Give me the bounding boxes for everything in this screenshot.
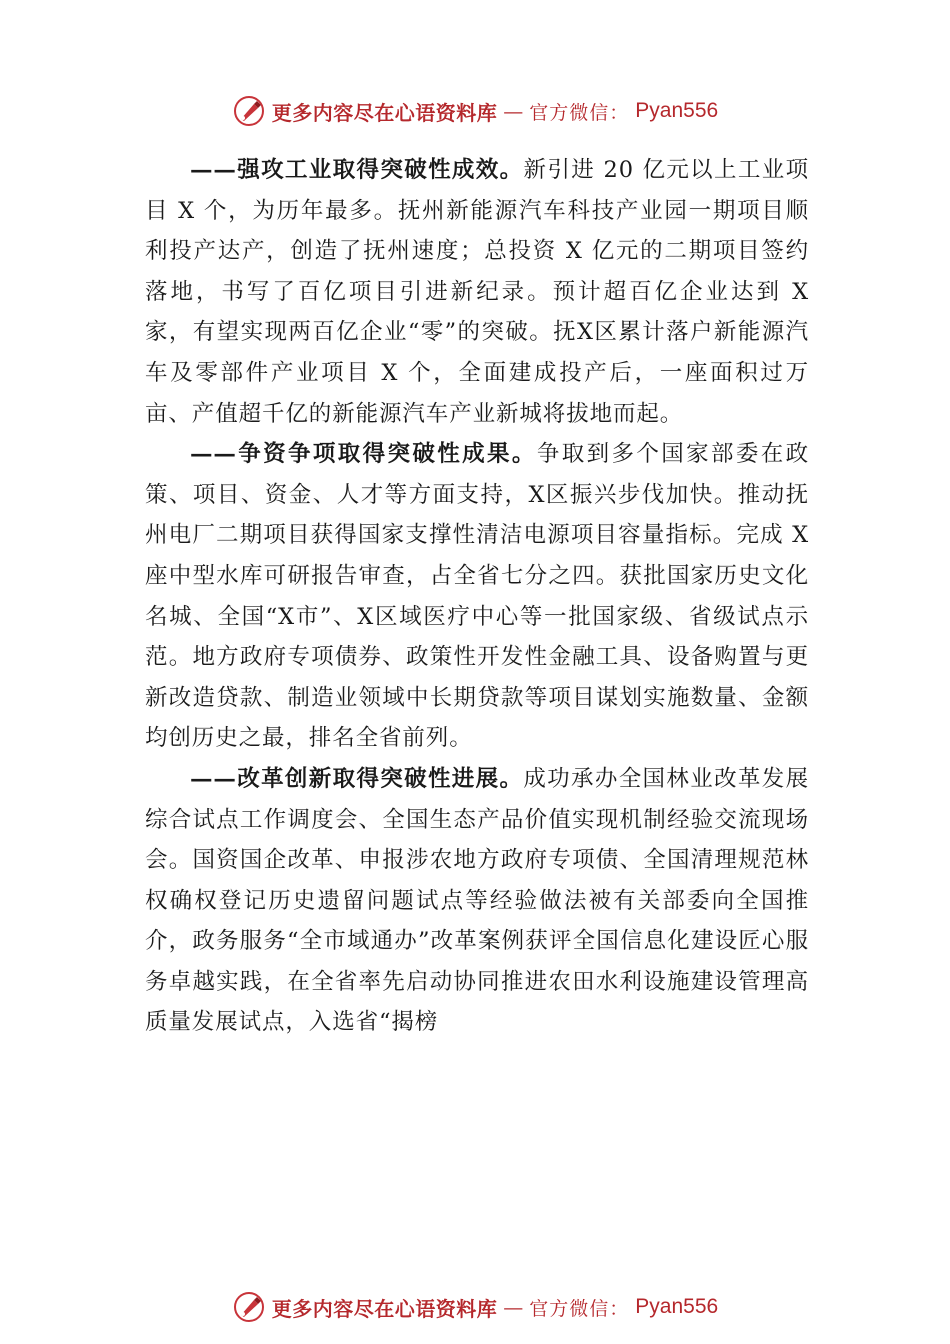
paragraph-industry — [145, 150, 809, 434]
paragraph-reform — [145, 759, 809, 1043]
footer-watermark-banner — [0, 1290, 950, 1324]
banner-separator: — — [503, 1295, 524, 1319]
paragraph-lead: ——改革创新取得突破性进展。 — [190, 765, 524, 792]
paragraph-body: 新引进 20 亿元以上工业项目 X 个，为历年最多。抚州新能源汽车科技产业园一期项目顺利投产达产，创造了抚州速度；总投资 X 亿元的二期项目签约落地，书写了百亿项目引进新纪录。预计超百亿企业达到 X 家，有望实现两百亿企业“零”的突破。抚X区累计落户新能源汽车及零部件产业项目 X 个，全面建成投产后，一座面积过万亩、产值超千亿的新能源汽车产业新城将拔地而起。 — [145, 157, 809, 427]
banner-wechat-id: Pyan556 — [635, 99, 719, 122]
banner-wechat-label: 官方微信： — [529, 1297, 630, 1320]
paragraph-body: 争取到多个国家部委在政策、项目、资金、人才等方面支持，X区振兴步伐加快。推动抚州电厂二期项目获得国家支撑性清洁电源项目容量指标。完成 X 座中型水库可研报告审查，占全省七分之四。获批国家历史文化名城、全国“X市”、X区域医疗中心等一批国家级、省级试点示范。地方政府专项债券、政策性开发性金融工具、设备购置与更新改造贷款、制造业领域中长期贷款等项目谋划实施数量、金额均创历史之最，排名全省前列。 — [145, 441, 809, 752]
pen-nib-logo-icon — [232, 1290, 266, 1324]
banner-separator: — — [503, 99, 524, 123]
pen-nib-logo-icon — [232, 94, 266, 128]
paragraph-lead: ——强攻工业取得突破性成效。 — [190, 157, 524, 183]
banner-wechat-id: Pyan556 — [635, 1295, 719, 1318]
banner-wechat-label: 官方微信： — [529, 101, 630, 124]
banner-text: 更多内容尽在心语资料库 — [271, 1296, 498, 1321]
header-watermark-banner — [0, 94, 950, 128]
document-body — [145, 150, 809, 1043]
paragraph-lead: ——争资争项取得突破性成果。 — [190, 441, 537, 468]
paragraph-body: 成功承办全国林业改革发展综合试点工作调度会、全国生态产品价值实现机制经验交流现场会。国资国企改革、申报涉农地方政府专项债、全国清理规范林权确权登记历史遗留问题试点等经验做法被有关部委向全国推介，政务服务“全市域通办”改革案例获评全国信息化建设匠心服务卓越实践，在全省率先启动协同推进农田水利设施建设管理高质量发展试点，入选省“揭榜 — [145, 765, 809, 1036]
paragraph-funding — [145, 434, 809, 759]
banner-text: 更多内容尽在心语资料库 — [271, 100, 498, 125]
